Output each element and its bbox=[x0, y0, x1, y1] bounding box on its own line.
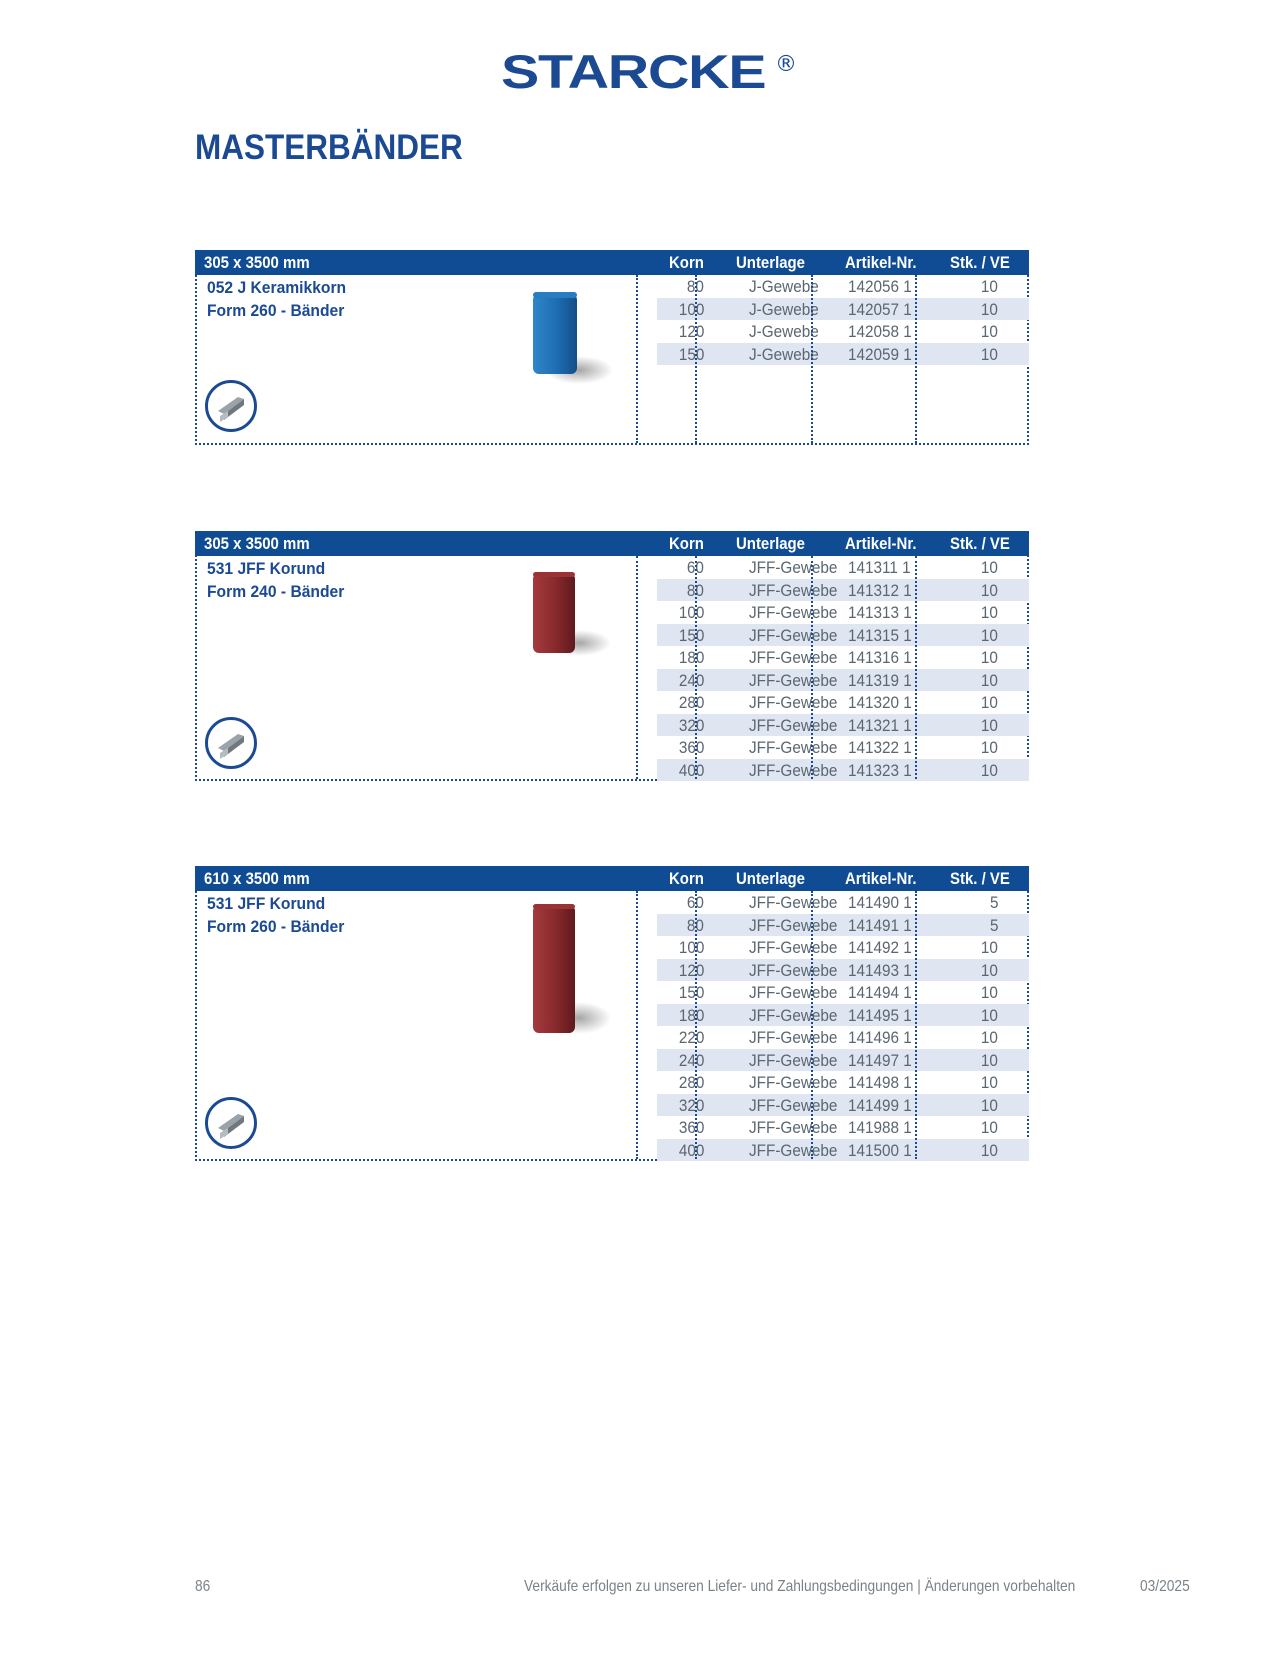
table-row bbox=[657, 579, 1029, 602]
table-row bbox=[657, 669, 1029, 692]
column-divider bbox=[636, 891, 638, 1159]
header-artikel: Artikel-Nr. bbox=[845, 534, 917, 553]
cell-artikel: 142059 1 bbox=[848, 344, 912, 364]
cell-stk: 10 bbox=[980, 322, 998, 341]
cell-stk: 10 bbox=[980, 715, 998, 735]
table-row bbox=[657, 646, 1029, 669]
table-row bbox=[657, 1049, 1029, 1072]
cell-stk: 10 bbox=[980, 299, 998, 319]
cell-stk: 10 bbox=[980, 983, 998, 1002]
cell-unterlage: J-Gewebe bbox=[749, 344, 819, 364]
cell-korn: 120 bbox=[678, 960, 704, 980]
logo-text: STARCKE bbox=[501, 45, 766, 98]
cell-unterlage: JFF-Gewebe bbox=[749, 1005, 838, 1025]
abrasive-roll-icon bbox=[527, 571, 627, 671]
cell-korn: 180 bbox=[678, 648, 704, 667]
cell-korn: 100 bbox=[678, 603, 704, 622]
table-row bbox=[657, 891, 1029, 914]
column-divider bbox=[695, 891, 697, 1159]
header-unterlage: Unterlage bbox=[736, 253, 806, 272]
cell-stk: 10 bbox=[980, 344, 998, 364]
steel-beam-icon bbox=[205, 1097, 257, 1149]
cell-artikel: 142058 1 bbox=[848, 322, 912, 341]
cell-stk: 10 bbox=[980, 648, 998, 667]
header-artikel: Artikel-Nr. bbox=[845, 253, 917, 272]
cell-unterlage: JFF-Gewebe bbox=[749, 1028, 838, 1047]
cell-unterlage: J-Gewebe bbox=[749, 322, 819, 341]
cell-stk: 10 bbox=[980, 1005, 998, 1025]
cell-artikel: 141500 1 bbox=[848, 1140, 912, 1160]
registered-mark: ® bbox=[775, 52, 797, 77]
cell-artikel: 141316 1 bbox=[848, 648, 912, 667]
size-label: 305 x 3500 mm bbox=[204, 534, 310, 553]
cell-korn: 400 bbox=[678, 1140, 704, 1160]
cell-unterlage: JFF-Gewebe bbox=[749, 938, 838, 957]
table-row bbox=[657, 981, 1029, 1004]
table-row bbox=[657, 1139, 1029, 1162]
steel-beam-icon bbox=[205, 380, 257, 432]
cell-artikel: 141491 1 bbox=[848, 915, 912, 935]
cell-artikel: 141311 1 bbox=[848, 558, 911, 577]
column-divider bbox=[811, 891, 813, 1159]
cell-artikel: 141313 1 bbox=[848, 603, 912, 622]
column-divider bbox=[695, 275, 697, 443]
cell-artikel: 142056 1 bbox=[848, 277, 912, 296]
cell-korn: 220 bbox=[678, 1028, 704, 1047]
cell-unterlage: JFF-Gewebe bbox=[749, 648, 838, 667]
cell-stk: 10 bbox=[980, 693, 998, 712]
column-divider bbox=[915, 891, 917, 1159]
footer-date: 03/2025 bbox=[1140, 1578, 1190, 1595]
table-row bbox=[657, 1004, 1029, 1027]
cell-korn: 280 bbox=[678, 1073, 704, 1092]
cell-unterlage: JFF-Gewebe bbox=[749, 738, 838, 757]
cell-stk: 10 bbox=[980, 277, 998, 296]
cell-stk: 10 bbox=[980, 603, 998, 622]
page-title: MASTERBÄNDER bbox=[195, 128, 463, 167]
cell-unterlage: JFF-Gewebe bbox=[749, 960, 838, 980]
cell-unterlage: JFF-Gewebe bbox=[749, 603, 838, 622]
column-divider bbox=[636, 275, 638, 443]
cell-korn: 360 bbox=[678, 1118, 704, 1137]
product-name: 052 J Keramikkorn bbox=[207, 278, 347, 297]
section-header bbox=[195, 250, 1029, 275]
table-row bbox=[657, 714, 1029, 737]
cell-unterlage: JFF-Gewebe bbox=[749, 1050, 838, 1070]
header-unterlage: Unterlage bbox=[736, 534, 806, 553]
table-row bbox=[657, 936, 1029, 959]
table-row bbox=[657, 1026, 1029, 1049]
footer-note: Verkäufe erfolgen zu unseren Liefer- und Zahlungsbedingungen | Änderungen vorbehalten bbox=[524, 1578, 1076, 1595]
table-row bbox=[657, 759, 1029, 782]
cell-korn: 240 bbox=[678, 1050, 704, 1070]
header-korn: Korn bbox=[669, 253, 704, 272]
section-header bbox=[195, 531, 1029, 556]
cell-artikel: 141312 1 bbox=[848, 580, 912, 600]
product-section-3 bbox=[195, 866, 1029, 1161]
table-row bbox=[657, 1071, 1029, 1094]
cell-artikel: 141492 1 bbox=[848, 938, 912, 957]
cell-unterlage: JFF-Gewebe bbox=[749, 625, 838, 645]
header-stk: Stk. / VE bbox=[950, 253, 1010, 272]
cell-artikel: 141499 1 bbox=[848, 1095, 912, 1115]
product-section-1 bbox=[195, 250, 1029, 445]
cell-korn: 360 bbox=[678, 738, 704, 757]
cell-unterlage: JFF-Gewebe bbox=[749, 558, 838, 577]
cell-artikel: 141322 1 bbox=[848, 738, 912, 757]
cell-stk: 5 bbox=[989, 893, 998, 912]
cell-artikel: 141494 1 bbox=[848, 983, 912, 1002]
cell-artikel: 141490 1 bbox=[848, 893, 912, 912]
table-row bbox=[657, 1116, 1029, 1139]
table-row bbox=[657, 736, 1029, 759]
cell-unterlage: JFF-Gewebe bbox=[749, 915, 838, 935]
page-number: 86 bbox=[195, 1578, 211, 1595]
cell-korn: 180 bbox=[678, 1005, 704, 1025]
cell-unterlage: JFF-Gewebe bbox=[749, 1140, 838, 1160]
cell-korn: 80 bbox=[686, 277, 704, 296]
cell-stk: 10 bbox=[980, 1095, 998, 1115]
cell-stk: 10 bbox=[980, 1073, 998, 1092]
cell-korn: 100 bbox=[678, 938, 704, 957]
cell-unterlage: JFF-Gewebe bbox=[749, 1118, 838, 1137]
table-row bbox=[657, 298, 1029, 321]
cell-artikel: 141315 1 bbox=[848, 625, 912, 645]
cell-artikel: 141323 1 bbox=[848, 760, 912, 780]
table-row bbox=[657, 275, 1029, 298]
column-divider bbox=[915, 275, 917, 443]
column-divider bbox=[695, 556, 697, 779]
cell-unterlage: J-Gewebe bbox=[749, 299, 819, 319]
cell-korn: 280 bbox=[678, 693, 704, 712]
cell-korn: 320 bbox=[678, 1095, 704, 1115]
cell-stk: 10 bbox=[980, 580, 998, 600]
cell-korn: 80 bbox=[686, 915, 704, 935]
cell-artikel: 141498 1 bbox=[848, 1073, 912, 1092]
cell-stk: 10 bbox=[980, 760, 998, 780]
cell-korn: 80 bbox=[686, 580, 704, 600]
cell-korn: 150 bbox=[678, 344, 704, 364]
cell-unterlage: JFF-Gewebe bbox=[749, 893, 838, 912]
table-row bbox=[657, 624, 1029, 647]
table-row bbox=[657, 601, 1029, 624]
column-divider bbox=[811, 556, 813, 779]
cell-korn: 150 bbox=[678, 625, 704, 645]
cell-stk: 5 bbox=[989, 915, 998, 935]
abrasive-roll-icon bbox=[527, 290, 627, 390]
header-artikel: Artikel-Nr. bbox=[845, 869, 917, 888]
cell-stk: 10 bbox=[980, 960, 998, 980]
header-stk: Stk. / VE bbox=[950, 534, 1010, 553]
table-row bbox=[657, 959, 1029, 982]
starcke-logo bbox=[501, 45, 797, 98]
table-row bbox=[657, 556, 1029, 579]
cell-korn: 240 bbox=[678, 670, 704, 690]
product-name: 531 JFF Korund bbox=[207, 894, 326, 913]
cell-unterlage: JFF-Gewebe bbox=[749, 693, 838, 712]
cell-artikel: 141495 1 bbox=[848, 1005, 912, 1025]
table-row bbox=[657, 343, 1029, 366]
cell-artikel: 141497 1 bbox=[848, 1050, 912, 1070]
cell-artikel: 141496 1 bbox=[848, 1028, 912, 1047]
header-unterlage: Unterlage bbox=[736, 869, 806, 888]
abrasive-roll-icon bbox=[527, 903, 627, 1043]
cell-stk: 10 bbox=[980, 1140, 998, 1160]
cell-korn: 100 bbox=[678, 299, 704, 319]
header-korn: Korn bbox=[669, 534, 704, 553]
header-stk: Stk. / VE bbox=[950, 869, 1010, 888]
cell-artikel: 141320 1 bbox=[848, 693, 912, 712]
cell-unterlage: JFF-Gewebe bbox=[749, 983, 838, 1002]
size-label: 305 x 3500 mm bbox=[204, 253, 310, 272]
cell-korn: 400 bbox=[678, 760, 704, 780]
cell-unterlage: J-Gewebe bbox=[749, 277, 819, 296]
product-name: 531 JFF Korund bbox=[207, 559, 326, 578]
product-form: Form 260 - Bänder bbox=[207, 917, 345, 936]
cell-stk: 10 bbox=[980, 1050, 998, 1070]
size-label: 610 x 3500 mm bbox=[204, 869, 310, 888]
cell-stk: 10 bbox=[980, 1028, 998, 1047]
table-row bbox=[657, 1094, 1029, 1117]
product-form: Form 240 - Bänder bbox=[207, 582, 345, 601]
cell-korn: 150 bbox=[678, 983, 704, 1002]
cell-unterlage: JFF-Gewebe bbox=[749, 670, 838, 690]
cell-korn: 120 bbox=[678, 322, 704, 341]
cell-artikel: 141319 1 bbox=[848, 670, 912, 690]
cell-stk: 10 bbox=[980, 625, 998, 645]
cell-unterlage: JFF-Gewebe bbox=[749, 715, 838, 735]
cell-unterlage: JFF-Gewebe bbox=[749, 580, 838, 600]
table-row bbox=[657, 914, 1029, 937]
cell-unterlage: JFF-Gewebe bbox=[749, 1073, 838, 1092]
product-form: Form 260 - Bänder bbox=[207, 301, 345, 320]
header-korn: Korn bbox=[669, 869, 704, 888]
cell-stk: 10 bbox=[980, 558, 998, 577]
cell-korn: 320 bbox=[678, 715, 704, 735]
product-section-2 bbox=[195, 531, 1029, 781]
cell-stk: 10 bbox=[980, 738, 998, 757]
cell-unterlage: JFF-Gewebe bbox=[749, 760, 838, 780]
cell-stk: 10 bbox=[980, 1118, 998, 1137]
cell-artikel: 141321 1 bbox=[848, 715, 912, 735]
table-row bbox=[657, 691, 1029, 714]
cell-stk: 10 bbox=[980, 938, 998, 957]
section-header bbox=[195, 866, 1029, 891]
table-row bbox=[657, 320, 1029, 343]
cell-korn: 60 bbox=[686, 893, 704, 912]
column-divider bbox=[915, 556, 917, 779]
cell-unterlage: JFF-Gewebe bbox=[749, 1095, 838, 1115]
cell-artikel: 142057 1 bbox=[848, 299, 912, 319]
cell-stk: 10 bbox=[980, 670, 998, 690]
column-divider bbox=[811, 275, 813, 443]
cell-artikel: 141988 1 bbox=[848, 1118, 912, 1137]
cell-artikel: 141493 1 bbox=[848, 960, 912, 980]
column-divider bbox=[636, 556, 638, 779]
cell-korn: 60 bbox=[686, 558, 704, 577]
steel-beam-icon bbox=[205, 717, 257, 769]
